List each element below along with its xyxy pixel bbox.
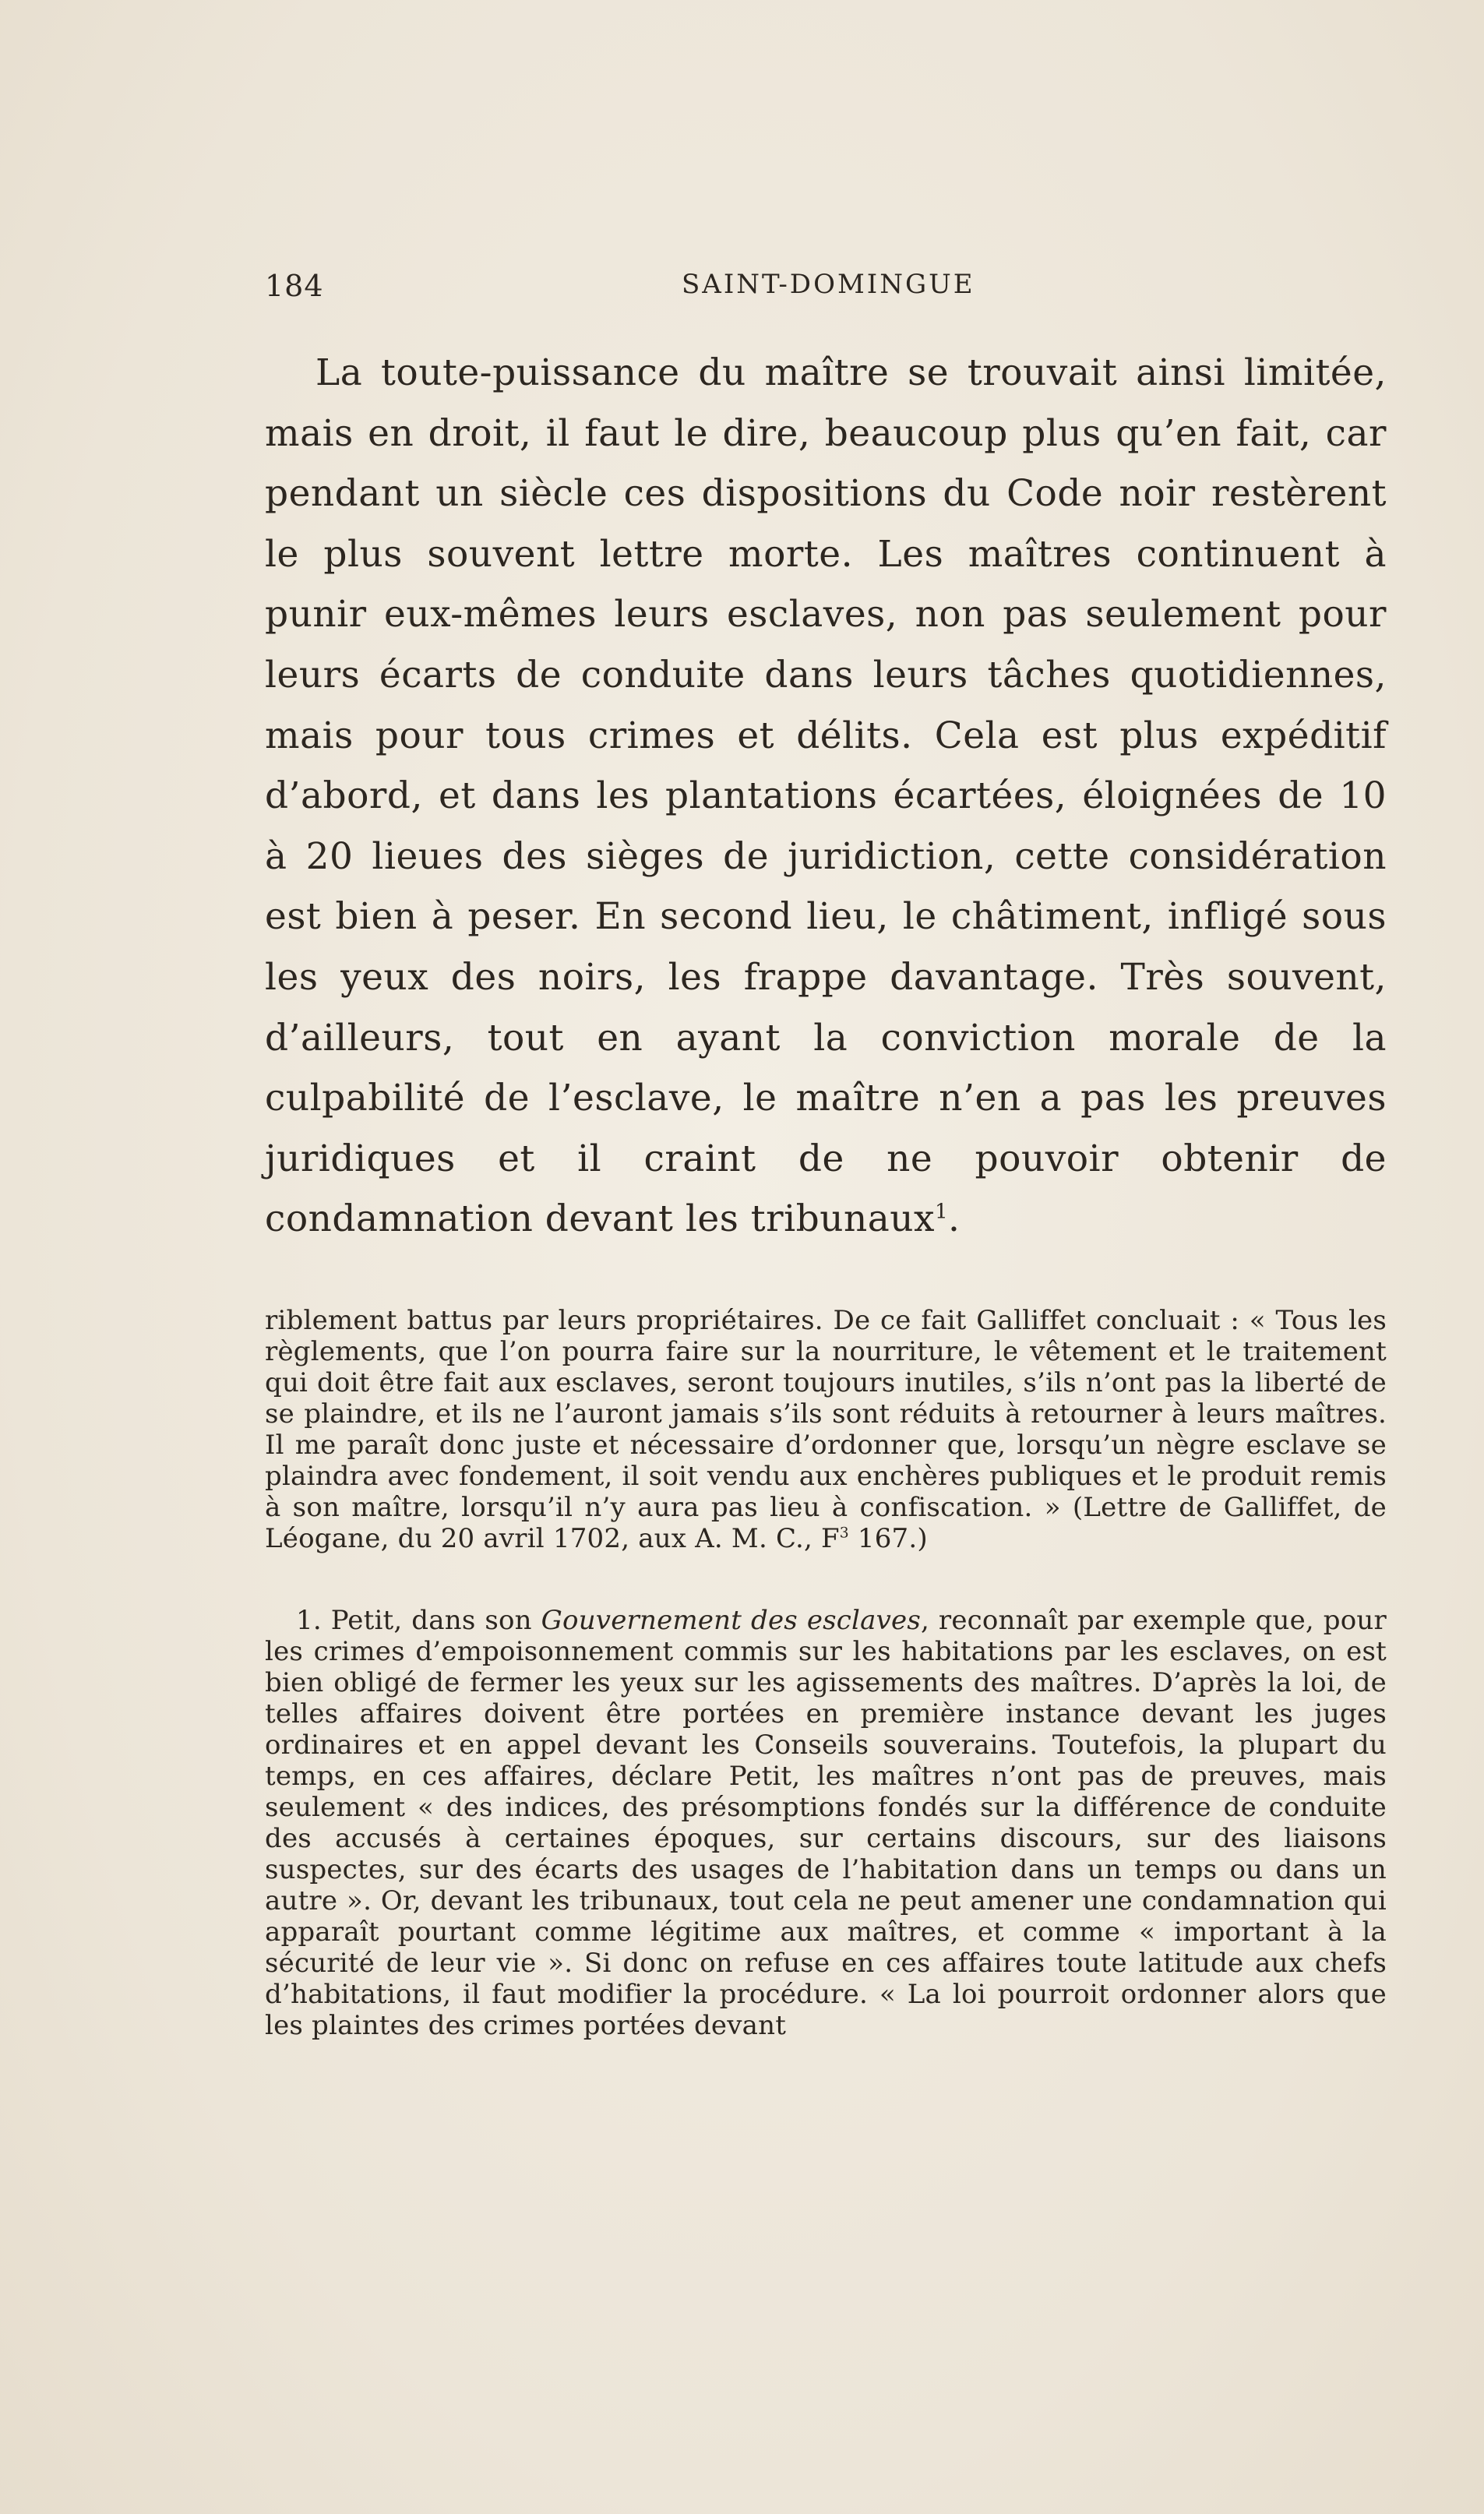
footnote-1-title: Gouvernement des esclaves <box>541 1605 921 1636</box>
running-title: SAINT-DOMINGUE <box>682 269 975 300</box>
footnote-continuation-text: riblement battus par leurs propriétaires. De ce fait Galliffet concluait : « Tous les règlements, que l’on pourra faire sur la nourriture, le vêtement et le traitement qui doit être fait aux esclaves, seront toujours inutiles, s’ils n’ont pas la liberté de se plaindre, et ils ne l’auront jamais s’ils sont réduits à retourner à leurs maîtres. Il me paraît donc juste et nécessaire d’ordonner que, lorsqu’un nègre esclave se plaindra avec fondement, il soit vendu aux enchères publiques et le produit remis à son maître, lorsqu’il n’y aura pas lieu à confiscation. » (Lettre de Galliffet, de Léogane, du 20 avril 1702, aux A. M. C., F <box>265 1305 1387 1554</box>
footnote-continuation <box>265 1305 1387 1554</box>
footnote-continuation-end: 167.) <box>848 1523 928 1554</box>
main-paragraph-end: . <box>948 1197 961 1241</box>
page-header <box>265 269 1387 308</box>
footnote-1-lead: Petit, dans son <box>321 1605 541 1636</box>
footnote-1-number: 1. <box>296 1605 322 1636</box>
main-paragraph <box>265 343 1387 1250</box>
footnote-continuation-superscript: 3 <box>839 1525 849 1542</box>
footnote-1-text: , reconnaît par exemple que, pour les crimes d’empoisonnement commis sur les habitations par les esclaves, on est bien obligé de fermer les yeux sur les agissements des maîtres. D’après la loi, de telles affaires doivent être portées en première instance devant les juges ordinaires et en appel devant les Conseils souverains. Toutefois, la plupart du temps, en ces affaires, déclare Petit, les maîtres n’ont pas de preuves, mais seulement « des indices, des présomptions fondés sur la différence de conduite des accusés à certaines époques, sur certains discours, sur des liaisons suspectes, sur des écarts des usages de l’habitation dans un temps ou dans un autre ». Or, devant les tribunaux, tout cela ne peut amener une condamnation qui apparaît pourtant comme légitime aux maîtres, et comme « important à la sécurité de leur vie ». Si donc on refuse en ces affaires toute latitude aux chefs d’habitations, il faut modifier la procédure. « La loi pourroit ordonner alors que les plaintes des crimes portées devant <box>265 1605 1387 2041</box>
footnote-1 <box>265 1605 1387 2041</box>
page-number: 184 <box>265 269 324 303</box>
main-paragraph-text: La toute-puissance du maître se trouvait ainsi limitée, mais en droit, il faut le dire, beaucoup plus qu’en fait, car pendant un siècle ces dispositions du Code noir restèrent le plus souvent lettre morte. Les maîtres continuent à punir eux-mêmes leurs esclaves, non pas seulement pour leurs écarts de conduite dans leurs tâches quotidiennes, mais pour tous crimes et délits. Cela est plus expéditif d’abord, et dans les plantations écartées, éloignées de 10 à 20 lieues des sièges de juridiction, cette considération est bien à peser. En second lieu, le châtiment, infligé sous les yeux des noirs, les frappe davantage. Très souvent, d’ailleurs, tout en ayant la conviction morale de la culpabilité de l’esclave, le maître n’en a pas les preuves juridiques et il craint de ne pouvoir obtenir de condamnation devant les tribunaux <box>265 351 1387 1241</box>
footnote-reference[interactable]: 1 <box>935 1200 949 1224</box>
